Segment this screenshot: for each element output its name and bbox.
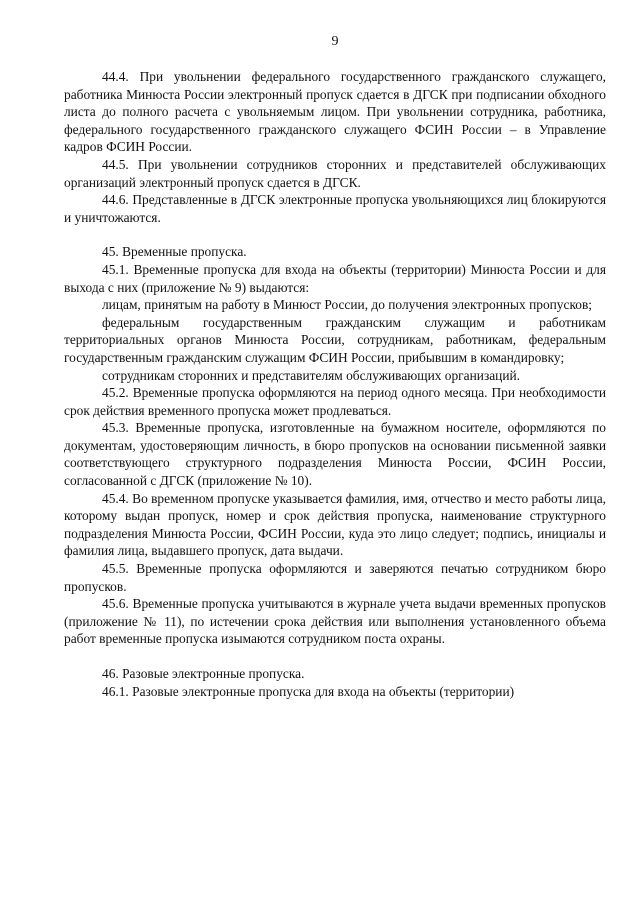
paragraph-45-5: 45.5. Временные пропуска оформляются и заверяются печатью сотрудником бюро пропусков.: [64, 561, 606, 594]
list-item-third-party-staff: сотрудникам сторонних и представителям обслуживающих организаций.: [102, 367, 521, 383]
paragraph-44-5: 44.5. При увольнении сотрудников сторонних и представителей обслуживающих организаций электронный пропуск сдается в ДГСК.: [64, 156, 606, 190]
section-heading-46: 46. Разовые электронные пропуска.: [102, 666, 305, 681]
paragraph-45-2: 45.2. Временные пропуска оформляются на период одного месяца. При необходимости срок действия временного пропуска может продлеваться.: [64, 385, 606, 418]
paragraph-46-1: 46.1. Разовые электронные пропуска для входа на объекты (территории): [102, 683, 515, 699]
list-item-civil-servants: федеральным государственным гражданским служащим и работникам территориальных органов Минюста России, сотрудникам, работникам, федеральным государственным гражданским служащим ФСИН России, прибывшим в командировку;: [64, 314, 606, 365]
page-number: 9: [331, 34, 339, 49]
list-item-new-employees: лицам, принятым на работу в Минюст России, до получения электронных пропусков;: [102, 297, 593, 313]
section-heading-45: 45. Временные пропуска.: [102, 244, 247, 260]
paragraph-44-4: 44.4. При увольнении федерального государственного гражданского служащего, работника Минюста России электронный пропуск сдается в ДГСК при подписании обходного листа до полного расчета с увольняемым лицом. При увольнении сотрудника, работника, федерального государственного гражданского служащего ФСИН России – в Управление кадров ФСИН России.: [64, 69, 606, 155]
paragraph-44-6: 44.6. Представленные в ДГСК электронные пропуска увольняющихся лиц блокируются и уничтожаются.: [64, 192, 606, 225]
paragraph-45-3: 45.3. Временные пропуска, изготовленные на бумажном носителе, оформляются по документам, удостоверяющим личность, в бюро пропусков на основании письменной заявки соответствующего структурного подразделения Минюста России, ФСИН России, согласованной с ДГСК (приложение № 10).: [64, 420, 606, 489]
paragraph-45-4: 45.4. Во временном пропуске указывается фамилия, имя, отчество и место работы лица, которому выдан пропуск, номер и срок действия пропуска, наименование структурного подразделения Минюста России, ФСИН России, куда это лицо следует; подпись, инициалы и фамилия лица, выдавшего пропуск, дата выдачи.: [64, 490, 606, 559]
paragraph-45-1: 45.1. Временные пропуска для входа на объекты (территории) Минюста России и для выхода с них (приложение № 9) выдаются:: [64, 261, 606, 295]
paragraph-45-6: 45.6. Временные пропуска учитываются в журнале учета выдачи временных пропусков (приложение № 11), по истечении срока действия или выполнения установленного объема работ временные пропуска изымаются сотрудником поста охраны.: [64, 596, 606, 647]
